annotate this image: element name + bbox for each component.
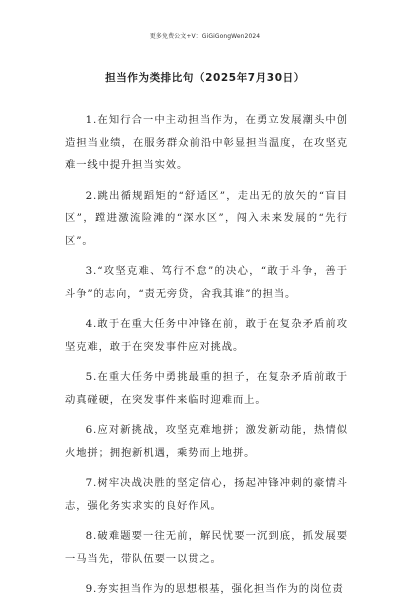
paragraph-7: 7.树牢决战决胜的坚定信心，扬起冲锋冲刺的豪情斗志，强化务实求实的良好作风。 <box>65 477 348 512</box>
paragraph-6: 6.应对新挑战，攻坚克难地拼；激发新动能，热情似火地拼；拥抱新机遇，乘势而上地拼。 <box>65 424 348 459</box>
paragraph-1: 1.在知行合一中主动担当作为，在勇立发展潮头中创造担当业绩，在服务群众前沿中彰显担当温度，在攻坚克难一线中提升担当实效。 <box>65 114 348 171</box>
paragraph-9: 9.夯实担当作为的思想根基，强化担当作为的岗位责 <box>85 583 344 595</box>
paragraph-8: 8.破难题要一往无前，解民忧要一沉到底，抓发展要一马当先，带队伍要一以贯之。 <box>65 530 348 565</box>
document-body <box>65 109 348 609</box>
paragraph-5: 5.在重大任务中勇挑最重的担子，在复杂矛盾前敢于动真碰硬，在突发事件来临时迎难而上。 <box>65 371 348 406</box>
document-title: 担当作为类排比句（2025年7月30日） <box>105 72 305 84</box>
paragraph-4: 4.敢于在重大任务中冲锋在前，敢于在复杂矛盾前攻坚克难，敢于在突发事件应对挑战。 <box>65 318 348 353</box>
paragraph-3: 3.“攻坚克难、笃行不怠”的决心，“敢于斗争，善于斗争”的志向，“责无旁贷，舍我其谁”的担当。 <box>65 265 348 300</box>
paragraph-2: 2.跳出循规蹈矩的“舒适区”，走出无的放矢的“盲目区”，蹚进激流险滩的“深水区”，闯入未来发展的“先行区”。 <box>65 189 348 247</box>
header-note: 更多免费公文+V：GiGiGongWen2024 <box>149 33 261 40</box>
